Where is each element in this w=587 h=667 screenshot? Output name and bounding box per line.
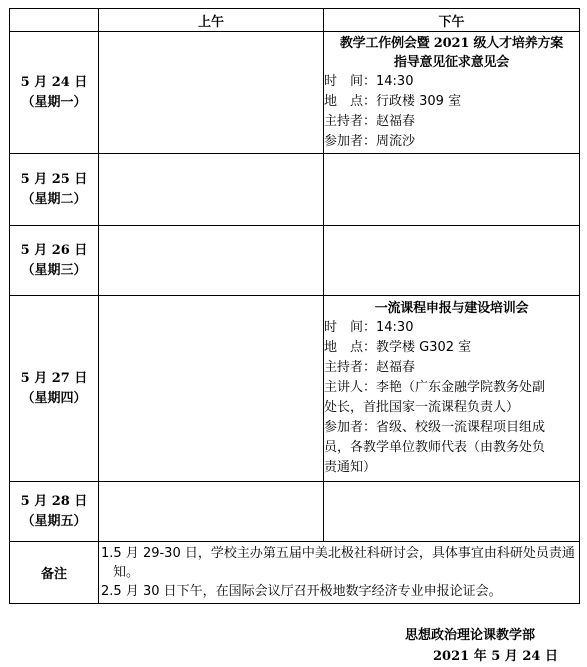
header-row — [10, 9, 580, 32]
event-host: 主持者：赵福春 — [324, 360, 416, 375]
day-row-thursday — [10, 296, 580, 482]
day-row-monday — [10, 32, 580, 154]
header-pm: 下午 — [324, 9, 580, 32]
event-speaker-cont: 处长，首批国家一流课程负责人） — [324, 400, 520, 415]
notes-row — [10, 542, 580, 604]
event-time: 时 间：14:30 — [324, 320, 414, 335]
event-location: 地 点：教学楼 G302 室 — [324, 340, 472, 355]
event-location: 地 点：行政楼 309 室 — [324, 93, 462, 109]
pm-cell — [324, 226, 580, 296]
pm-cell — [324, 296, 580, 482]
pm-cell — [324, 32, 580, 154]
day-date: 5 月 27 日 — [20, 370, 88, 386]
day-row-friday — [10, 482, 580, 542]
day-weekday: （星期五） — [21, 513, 87, 529]
event-title-line: 一流课程申报与建设培训会 — [374, 301, 529, 316]
day-date: 5 月 26 日 — [20, 242, 88, 258]
day-date: 5 月 25 日 — [20, 171, 88, 187]
event-attendees-cont: 责通知） — [324, 460, 377, 475]
day-label — [10, 32, 99, 154]
schedule-table — [9, 8, 580, 604]
day-weekday: （星期三） — [21, 262, 87, 278]
day-row-tuesday — [10, 154, 580, 226]
day-weekday: （星期四） — [21, 390, 87, 406]
footer-date: 2021 年 5 月 24 日 — [433, 649, 558, 664]
pm-cell — [324, 154, 580, 226]
note-item: 1.5 月 29-30 日，学校主办第五届中美北极社科研讨会，具体事宜由科研处员责通知。 — [101, 546, 575, 580]
am-cell — [99, 32, 324, 154]
event-attendees-cont: 员，各教学单位教师代表（由教务处负 — [324, 440, 546, 455]
day-date: 5 月 28 日 — [20, 493, 88, 509]
header-am: 上午 — [99, 9, 324, 32]
am-cell — [99, 482, 324, 542]
day-label — [10, 482, 99, 542]
event-attendees: 参加者：省级、校级一流课程项目组成 — [324, 420, 546, 435]
notes-cell — [99, 542, 580, 604]
day-label — [10, 154, 99, 226]
event-host: 主持者：赵福春 — [324, 113, 416, 129]
day-date: 5 月 24 日 — [20, 74, 88, 90]
am-cell — [99, 226, 324, 296]
pm-cell — [324, 482, 580, 542]
event-title-line: 教学工作例会暨 2021 级人才培养方案 — [339, 35, 564, 51]
am-cell — [99, 154, 324, 226]
event-time: 时 间：14:30 — [324, 73, 414, 89]
event-title-line: 指导意见征求意见会 — [393, 54, 510, 70]
note-item: 2.5 月 30 日下午，在国际会议厅召开极地数字经济专业申报论证会。 — [101, 584, 502, 599]
day-label — [10, 226, 99, 296]
footer-organization: 思想政治理论课教学部 — [405, 628, 536, 643]
day-label — [10, 296, 99, 482]
day-row-wednesday — [10, 226, 580, 296]
corner-cell — [10, 9, 99, 32]
am-cell — [99, 296, 324, 482]
day-weekday: （星期一） — [21, 94, 87, 110]
notes-label: 备注 — [10, 542, 99, 604]
event-attendee: 参加者：周流沙 — [324, 133, 416, 149]
event-speaker: 主讲人：李艳（广东金融学院教务处副 — [324, 380, 546, 395]
day-weekday: （星期二） — [21, 191, 87, 207]
